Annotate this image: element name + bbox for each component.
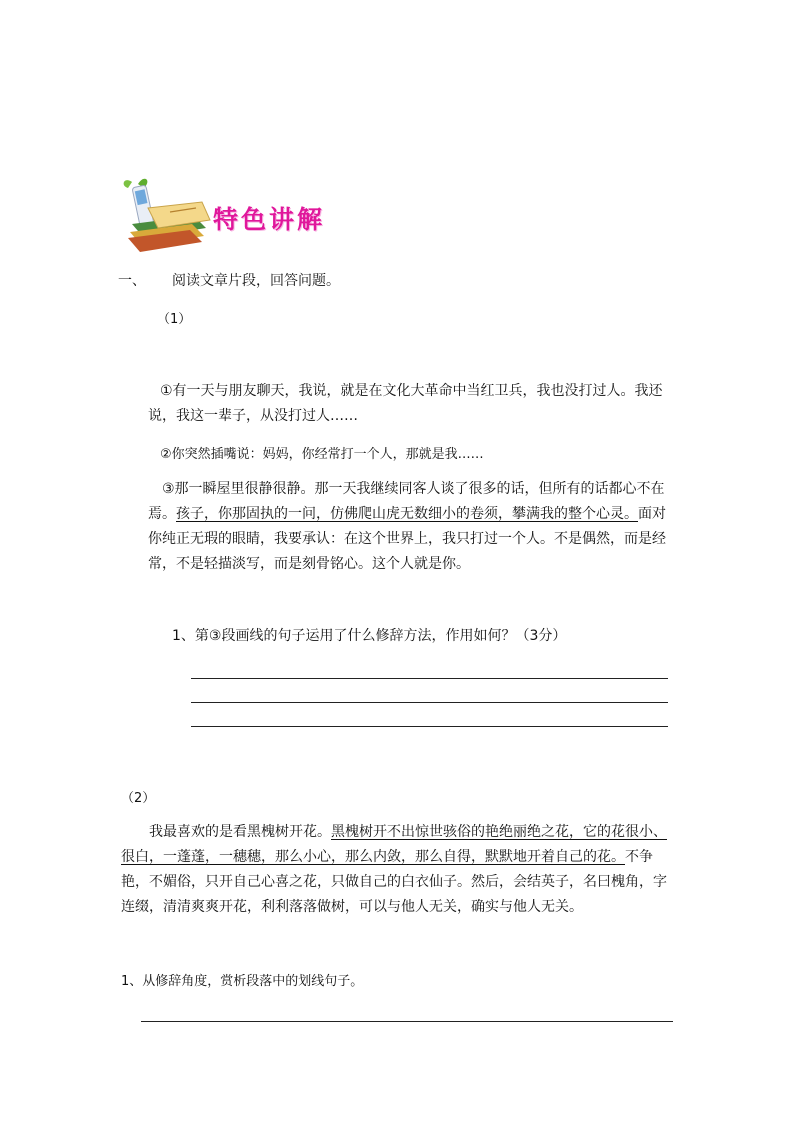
passage2-text-after: 不争艳，不媚俗，只开自己心喜之花，只做自己的白衣仙子。然后，会结英子，名曰槐角，字连缀，清清爽爽开花，利利落落做树，可以与他人无关，确实与他人无关。 — [121, 849, 667, 915]
section1-number: 一、 — [118, 273, 146, 289]
passage1-paragraph3 — [148, 477, 676, 577]
section2-sub-label: （2） — [121, 791, 156, 806]
passage1-paragraph1: ①有一天与朋友聊天，我说，就是在文化大革命中当红卫兵，我也没打过人。我还说，我这一辈子，从没打过人…… — [148, 383, 663, 424]
section1-instruction: 阅读文章片段，回答问题。 — [172, 273, 340, 289]
passage1-paragraph2: ②你突然插嘴说：妈妈，你经常打一个人，那就是我…… — [160, 447, 484, 462]
banner-title: 特色讲解 — [213, 205, 326, 234]
paragraph3-text-before: ③那一瞬屋里很静很静。那一天我继续同客人谈了很多的话，但所有的话都心不在焉。 — [148, 481, 665, 522]
passage2-paragraph — [121, 820, 677, 920]
answer-line[interactable] — [191, 678, 668, 679]
question1-prompt: 1、第③段画线的句子运用了什么修辞方法，作用如何？（3分） — [172, 628, 567, 644]
answer-line[interactable] — [191, 726, 668, 727]
paragraph3-text-after: 面对你纯正无瑕的眼睛，我要承认：在这个世界上，我只打过一个人。不是偶然，而是经常，不是轻描淡写，而是刻骨铭心。这个人就是你。 — [148, 506, 666, 572]
section1-sub-label: （1） — [157, 312, 192, 327]
section1-heading — [118, 270, 340, 290]
answer-line[interactable] — [191, 702, 668, 703]
passage2-text-before: 我最喜欢的是看黑槐树开花。 — [149, 824, 331, 840]
paragraph3-underlined-sentence: 孩子，你那固执的一问，仿佛爬山虎无数细小的卷须，攀满我的整个心灵。 — [176, 506, 638, 522]
question2-prompt: 1、从修辞角度，赏析段落中的划线句子。 — [121, 974, 364, 989]
passage2-underlined-sentence: 黑槐树开不出惊世骇俗的艳绝丽绝之花，它的花很小、很白，一蓬蓬，一穗穗，那么小心，那么内敛，那么自得，默默地开着自己的花。 — [121, 824, 667, 865]
answer-line[interactable] — [141, 1021, 673, 1022]
leaf-icon — [124, 180, 132, 188]
